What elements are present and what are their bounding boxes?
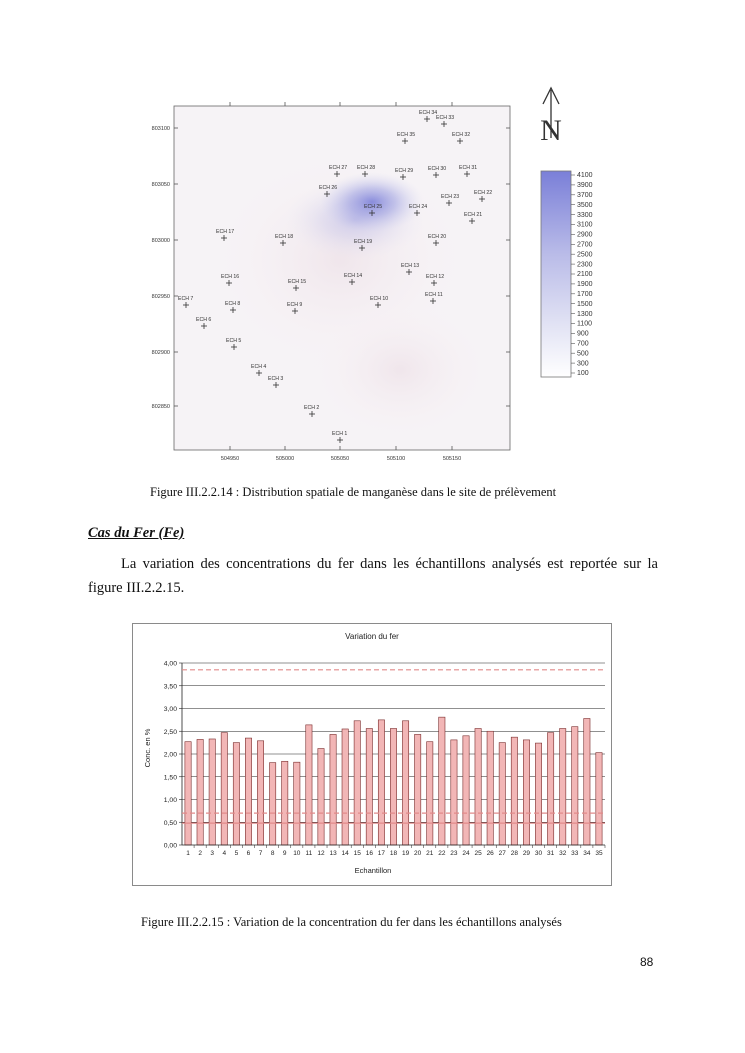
sample-point-label: ECH 10 <box>370 296 389 302</box>
legend-value: 3300 <box>577 211 593 219</box>
chart-x-tick-label: 23 <box>450 850 458 857</box>
legend-color-bar <box>541 171 571 377</box>
chart-bar-23 <box>451 740 457 845</box>
legend-value: 3500 <box>577 201 593 209</box>
chart-bar-24 <box>463 736 469 845</box>
chart-x-tick-label: 28 <box>510 850 518 857</box>
chart-y-tick-label: 3,50 <box>163 683 177 691</box>
sample-point-label: ECH 4 <box>251 364 267 370</box>
section-paragraph: La variation des concentrations du fer dans les échantillons analysés est reportée sur la figure III.2.2.15. <box>88 556 658 596</box>
sample-point-label: ECH 24 <box>409 204 428 210</box>
chart-x-tick-label: 6 <box>246 850 251 857</box>
legend-value: 100 <box>577 370 589 378</box>
chart-bar-9 <box>282 761 288 845</box>
sample-point-label: ECH 3 <box>268 376 284 382</box>
chart-bar-26 <box>487 731 493 845</box>
chart-x-tick-label: 19 <box>401 850 410 857</box>
chart-x-tick-label: 4 <box>222 850 227 857</box>
chart-x-tick-label: 17 <box>377 850 386 857</box>
legend-value: 1100 <box>577 320 593 328</box>
sample-point-label: ECH 11 <box>425 292 443 298</box>
chart-x-label: Echantillon <box>354 866 392 875</box>
chart-x-tick-label: 21 <box>426 850 434 857</box>
chart-bar-29 <box>523 740 529 845</box>
chart-y-tick-label: 2,50 <box>163 728 177 736</box>
chart-x-tick-label: 30 <box>534 850 543 857</box>
chart-bar-33 <box>572 727 578 845</box>
chart-x-tick-label: 27 <box>498 850 506 857</box>
sample-point-label: ECH 14 <box>344 273 363 279</box>
chart-bar-5 <box>233 743 239 845</box>
chart-x-tick-label: 8 <box>270 850 275 857</box>
chart-bar-21 <box>427 742 433 845</box>
sample-point-label: ECH 12 <box>426 274 445 280</box>
chart-bar-15 <box>354 721 360 845</box>
north-arrow-icon <box>540 88 562 147</box>
chart-x-tick-label: 2 <box>198 850 202 857</box>
legend-value: 1900 <box>577 281 593 289</box>
chart-x-tick-label: 24 <box>462 850 470 857</box>
chart-x-tick-label: 9 <box>282 850 287 857</box>
sample-point-label: ECH 34 <box>419 110 438 116</box>
legend-value: 3900 <box>577 182 593 190</box>
legend-value: 2700 <box>577 241 593 249</box>
chart-bar-12 <box>318 749 324 845</box>
sample-point-label: ECH 25 <box>364 204 383 210</box>
chart-bar-16 <box>366 729 372 845</box>
legend-value: 300 <box>577 360 589 368</box>
legend-value: 3700 <box>577 192 593 199</box>
sample-point-label: ECH 18 <box>275 234 294 240</box>
chart-x-tick-label: 25 <box>474 850 482 857</box>
map-y-tick-label: 802900 <box>151 350 170 356</box>
map-y-tick-label: 803050 <box>151 182 170 188</box>
sample-point-label: ECH 20 <box>428 234 447 240</box>
sample-point-label: ECH 22 <box>474 190 493 196</box>
chart-y-tick-label: 0,00 <box>163 842 177 850</box>
chart-x-tick-label: 15 <box>353 850 361 857</box>
map-y-tick-label: 802850 <box>151 404 170 410</box>
chart-y-tick-label: 2,00 <box>163 751 177 759</box>
manganese-map-figure <box>130 80 670 470</box>
chart-bar-25 <box>475 729 481 845</box>
page-number: 88 <box>640 955 654 969</box>
chart-bar-1 <box>185 742 191 845</box>
sample-point-label: ECH 15 <box>288 279 307 285</box>
chart-x-tick-label: 1 <box>186 850 190 857</box>
figure2-caption: Figure III.2.2.15 : Variation de la concentration du fer dans les échantillons analysés <box>141 915 562 929</box>
chart-y-tick-label: 1,00 <box>163 797 177 804</box>
chart-bar-28 <box>511 737 517 845</box>
chart-x-tick-label: 11 <box>305 850 313 857</box>
chart-x-tick-label: 33 <box>571 850 579 857</box>
chart-x-tick-label: 13 <box>329 850 337 857</box>
chart-x-tick-label: 20 <box>414 850 422 857</box>
sample-point-label: ECH 8 <box>225 301 241 307</box>
chart-bar-14 <box>342 729 348 845</box>
sample-point-label: ECH 35 <box>397 132 416 138</box>
sample-point-label: ECH 1 <box>332 431 348 437</box>
chart-bar-17 <box>378 720 384 845</box>
sample-point-label: ECH 7 <box>178 296 194 302</box>
chart-bar-20 <box>415 734 421 845</box>
sample-point-label: ECH 2 <box>304 405 320 411</box>
legend-value: 500 <box>577 350 589 358</box>
chart-title: Variation du fer <box>345 632 399 641</box>
chart-bar-3 <box>209 739 215 845</box>
chart-x-tick-label: 7 <box>258 850 263 857</box>
chart-x-tick-label: 26 <box>486 850 494 857</box>
sample-point-label: ECH 31 <box>459 165 478 171</box>
sample-point-label: ECH 6 <box>196 317 212 323</box>
chart-x-tick-label: 16 <box>365 850 373 857</box>
sample-point-label: ECH 19 <box>354 239 373 245</box>
map-x-tick-label: 505150 <box>442 456 462 462</box>
legend-value: 1700 <box>577 291 593 298</box>
chart-bar-2 <box>197 739 203 845</box>
chart-bar-4 <box>221 733 227 845</box>
chart-x-tick-label: 10 <box>293 850 301 857</box>
chart-y-tick-label: 0,50 <box>163 819 177 827</box>
chart-bar-34 <box>584 719 590 845</box>
chart-y-tick-label: 1,50 <box>163 774 177 782</box>
chart-bar-10 <box>294 762 300 845</box>
chart-y-label: Conc. en % <box>143 728 152 768</box>
sample-point-label: ECH 13 <box>401 263 420 269</box>
section-title: Cas du Fer (Fe) <box>88 525 185 541</box>
chart-x-tick-label: 12 <box>317 850 325 857</box>
chart-x-tick-label: 3 <box>210 850 215 857</box>
sample-point-label: ECH 9 <box>287 302 303 308</box>
legend-value: 900 <box>577 330 589 338</box>
legend-value: 1500 <box>577 300 593 308</box>
sample-point-label: ECH 21 <box>464 212 483 218</box>
map-x-tick-label: 505000 <box>275 456 295 462</box>
manganese-map <box>130 80 670 470</box>
sample-point-label: ECH 27 <box>329 165 348 171</box>
chart-bar-32 <box>560 729 566 845</box>
sample-point-label: ECH 29 <box>395 168 414 174</box>
chart-x-tick-label: 5 <box>234 850 239 857</box>
sample-point-label: ECH 30 <box>428 166 447 172</box>
map-x-tick-label: 504950 <box>220 456 240 462</box>
chart-bar-35 <box>596 753 602 845</box>
legend-value: 2900 <box>577 231 593 239</box>
sample-point-label: ECH 16 <box>221 274 240 280</box>
iron-bar-chart <box>132 623 612 886</box>
sample-point-label: ECH 26 <box>319 185 338 191</box>
chart-x-tick-label: 22 <box>438 850 446 857</box>
chart-x-tick-label: 14 <box>341 850 349 857</box>
chart-bar-8 <box>270 763 276 845</box>
north-label: N <box>540 114 562 147</box>
chart-bar-22 <box>439 717 445 845</box>
chart-x-tick-label: 32 <box>559 850 567 857</box>
chart-bar-7 <box>257 741 263 845</box>
map-y-tick-label: 802950 <box>151 294 170 300</box>
chart-bar-18 <box>390 729 396 845</box>
legend-value: 700 <box>577 340 589 348</box>
chart-bar-27 <box>499 743 505 845</box>
legend-value: 3100 <box>577 221 593 229</box>
sample-point-label: ECH 32 <box>452 132 471 138</box>
legend-value: 2100 <box>577 271 593 279</box>
sample-point-label: ECH 23 <box>441 194 460 200</box>
legend-value: 4100 <box>577 172 593 180</box>
chart-x-tick-label: 29 <box>522 850 531 857</box>
chart-bar-6 <box>245 738 251 845</box>
iron-chart-figure <box>132 623 612 886</box>
figure1-caption: Figure III.2.2.14 : Distribution spatiale de manganèse dans le site de prélèvement <box>150 485 557 499</box>
chart-x-tick-label: 31 <box>546 850 555 857</box>
map-y-tick-label: 803100 <box>151 126 170 132</box>
legend-value: 2500 <box>577 251 593 259</box>
chart-y-tick-label: 3,00 <box>163 706 177 713</box>
legend-value: 2300 <box>577 261 593 269</box>
legend-value: 1300 <box>577 310 593 318</box>
map-y-tick-label: 803000 <box>151 238 170 244</box>
sample-point-label: ECH 28 <box>357 165 376 171</box>
chart-bar-19 <box>402 721 408 845</box>
chart-bar-11 <box>306 725 312 845</box>
chart-x-tick-label: 34 <box>583 850 591 857</box>
chart-x-tick-label: 35 <box>595 850 603 857</box>
sample-point-label: ECH 5 <box>226 338 242 344</box>
sample-point-label: ECH 33 <box>436 115 455 121</box>
legend-scale <box>571 172 593 377</box>
chart-y-tick-label: 4,00 <box>163 660 177 668</box>
chart-bar-31 <box>547 733 553 845</box>
chart-x-tick-label: 18 <box>389 850 398 857</box>
chart-bar-30 <box>535 743 541 845</box>
chart-bar-13 <box>330 734 336 845</box>
map-x-tick-label: 505100 <box>386 456 406 462</box>
sample-point-label: ECH 17 <box>216 229 235 235</box>
map-x-tick-label: 505050 <box>330 456 350 462</box>
